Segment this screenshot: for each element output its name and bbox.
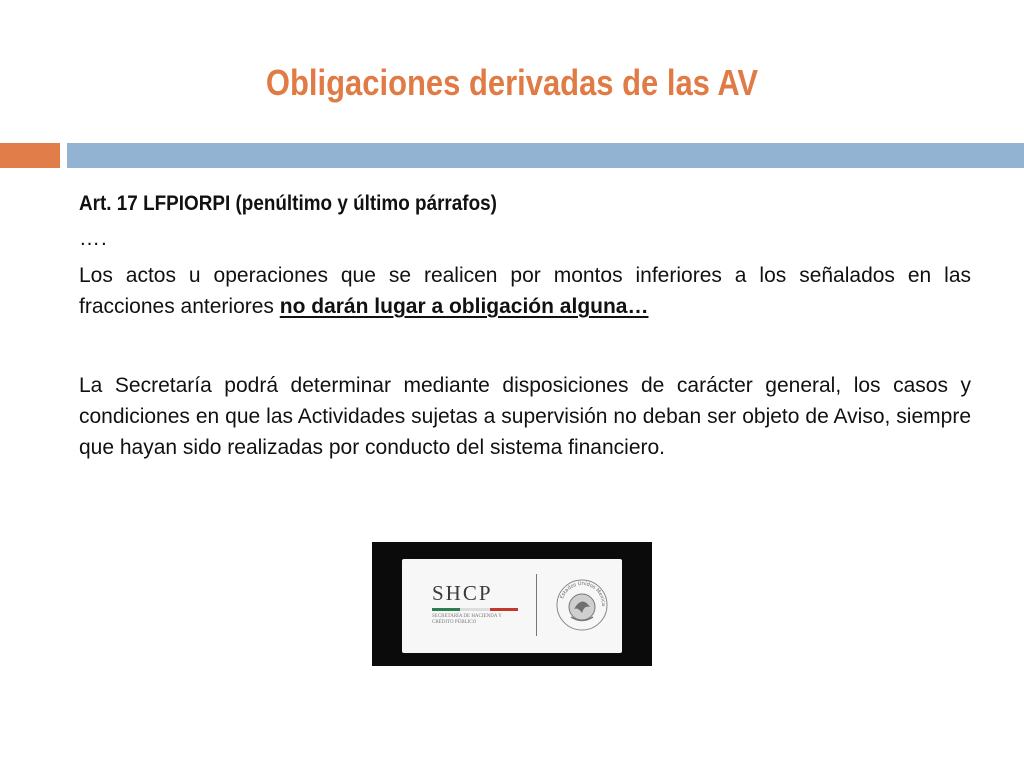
paragraph-1-emphasis: no darán lugar a obligación alguna… [279,295,649,318]
shcp-subtitle: SECRETARÍA DE HACIENDA Y CRÉDITO PÚBLICO [432,614,502,625]
paragraph-1-text: Los actos u operaciones que se realicen por montos inferiores a los señalados en las fracciones anteriores [79,264,971,318]
slide-content [79,188,971,463]
tricolor-rule-icon [432,608,518,611]
logo-divider [536,574,537,636]
seal-text: Estados Unidos Mexica [559,580,607,607]
shcp-wordmark: SHCP [432,581,493,605]
paragraph-2: La Secretaría podrá determinar mediante disposiciones de carácter general, los casos y condiciones en que las Actividades sujetas a supervisión no deban ser objeto de Aviso, siempre que hayan sido realizadas por conducto del sistema financiero. [79,374,971,459]
article-heading: Art. 17 LFPIORPI (penúltimo y último párrafos) [79,192,497,215]
logo-panel [402,559,622,653]
shcp-logo-image [372,542,652,666]
accent-bar-orange [0,143,60,168]
accent-bar-blue [67,143,1024,168]
paragraph-1 [79,260,971,322]
ellipsis-text: …. [79,227,108,250]
mexican-coat-of-arms-icon [554,577,610,633]
slide-title: Obligaciones derivadas de las AV [265,62,759,103]
